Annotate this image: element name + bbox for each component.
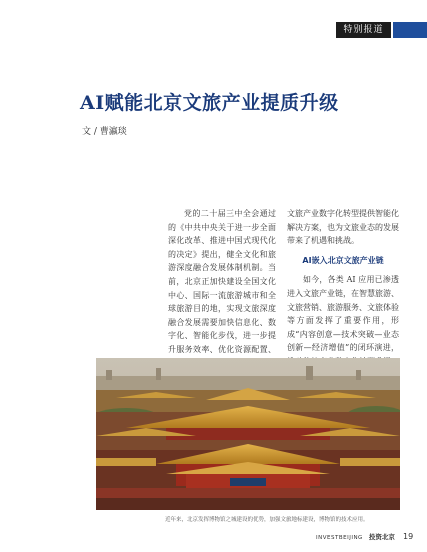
page-number: 19 xyxy=(402,532,414,541)
photo-caption: 近年来，北京发挥博物馆之城建设的优势，加强文旅地标建设，博物馆的技术应用。 xyxy=(165,517,369,523)
paragraph: 文旅产业数字化转型提供智能化解决方案，也为文旅业态的发展带来了机遇和挑战。 xyxy=(287,209,399,246)
paragraph: 如今，各类 AI 应用已渗透进入文旅产业链，在智慧旅游、文旅营销、旅游服务、文旅体验等方面发挥了重要作用，形成“内容创意—技术突破—业态创新—经济增值”的闭环演进， xyxy=(287,275,399,353)
footer-magazine: 投资北京 xyxy=(368,533,395,541)
section-accent-bar xyxy=(393,22,427,38)
footer-brand: INVESTBEIJING xyxy=(316,535,363,541)
section-subheading: AI嵌入北京文旅产业链 xyxy=(302,255,384,265)
page-footer xyxy=(316,532,413,541)
article-column-right xyxy=(287,207,399,382)
article-byline: 文 / 曹瀛琰 xyxy=(82,127,127,137)
photo-illustration xyxy=(96,358,400,510)
section-label: 特别报道 xyxy=(336,22,391,38)
forbidden-city-photo xyxy=(96,358,400,510)
article-title: AI赋能北京文旅产业提质升级 xyxy=(80,92,339,114)
paragraph: 党的二十届三中全会通过的《中共中央关于进一步全面深化改革、推进中国式现代化的决定》提出，健全文化和旅游深度融合发展体制机制。当前，北京正加快建设全国文化中心、国际一流旅游城市和全球旅游目的地，实现文旅深度融合发展需要加快信息化、数字化、智能化步伐，进一步提升服务效率、优化资源配置、 xyxy=(168,209,276,354)
